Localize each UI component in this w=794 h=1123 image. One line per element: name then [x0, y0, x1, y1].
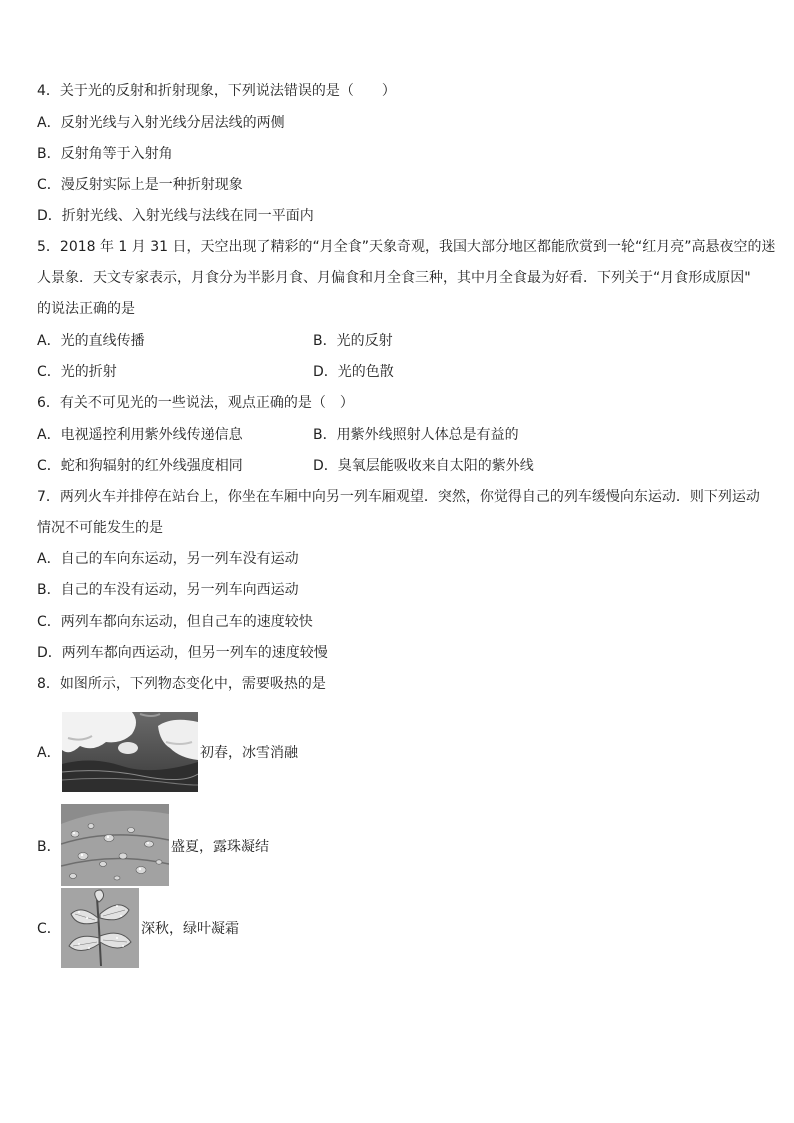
q7-option-b: B．自己的车没有运动，另一列车向西运动: [37, 582, 299, 598]
q4-stem: 4．关于光的反射和折射现象，下列说法错误的是（ ）: [37, 83, 396, 99]
q5-stem-line3: 的说法正确的是: [37, 301, 135, 317]
q4-option-c: C．漫反射实际上是一种折射现象: [37, 177, 243, 193]
q8-option-a-caption: 初春，冰雪消融: [200, 745, 298, 761]
q7-stem-line2: 情况不可能发生的是: [37, 520, 163, 536]
q4-option-b: B．反射角等于入射角: [37, 146, 173, 162]
q5-option-b: B．光的反射: [313, 333, 393, 349]
q6-option-d: D．臭氧层能吸收来自太阳的紫外线: [313, 458, 534, 474]
dew-drops-photo: [61, 804, 169, 886]
q7-option-a: A．自己的车向东运动，另一列车没有运动: [37, 551, 299, 567]
q5-stem-line2: 人景象．天文专家表示，月食分为半影月食、月偏食和月全食三种，其中月全食最为好看．下列关于“月食形成原因": [37, 270, 751, 286]
q8-option-c: [37, 886, 337, 970]
q5-option-d: D．光的色散: [313, 364, 394, 380]
q7-stem-line1: 7．两列火车并排停在站台上，你坐在车厢中向另一列车厢观望．突然，你觉得自己的列车缓慢向东运动．则下列运动: [37, 489, 760, 505]
q8-option-a-letter: A．: [37, 745, 61, 761]
q8-option-c-caption: 深秋，绿叶凝霜: [141, 921, 239, 937]
q6-stem: 6．有关不可见光的一些说法，观点正确的是（ ）: [37, 395, 354, 411]
ice-melting-photo: [62, 712, 198, 792]
q8-option-b-letter: B．: [37, 839, 61, 855]
q8-option-b-caption: 盛夏，露珠凝结: [171, 839, 269, 855]
q4-option-d: D．折射光线、入射光线与法线在同一平面内: [37, 208, 314, 224]
q8-option-b: [37, 802, 337, 888]
q7-option-d: D．两列车都向西运动，但另一列车的速度较慢: [37, 645, 328, 661]
q8-option-a: [37, 710, 337, 794]
q5-option-a: A．光的直线传播: [37, 333, 145, 349]
q5-option-c: C．光的折射: [37, 364, 117, 380]
q7-option-c: C．两列车都向东运动，但自己车的速度较快: [37, 614, 313, 630]
q4-option-a: A．反射光线与入射光线分居法线的两侧: [37, 115, 285, 131]
q6-option-b: B．用紫外线照射人体总是有益的: [313, 427, 519, 443]
q6-option-c: C．蛇和狗辐射的红外线强度相同: [37, 458, 243, 474]
q5-stem-line1: 5．2018 年 1 月 31 日，天空出现了精彩的“月全食”天象奇观，我国大部分地区都能欣赏到一轮“红月亮”高悬夜空的迷: [37, 239, 776, 255]
q6-option-a: A．电视遥控利用紫外线传递信息: [37, 427, 243, 443]
q8-stem: 8．如图所示，下列物态变化中，需要吸热的是: [37, 676, 326, 692]
frost-leaves-photo: [61, 888, 139, 968]
q8-option-c-letter: C．: [37, 921, 61, 937]
